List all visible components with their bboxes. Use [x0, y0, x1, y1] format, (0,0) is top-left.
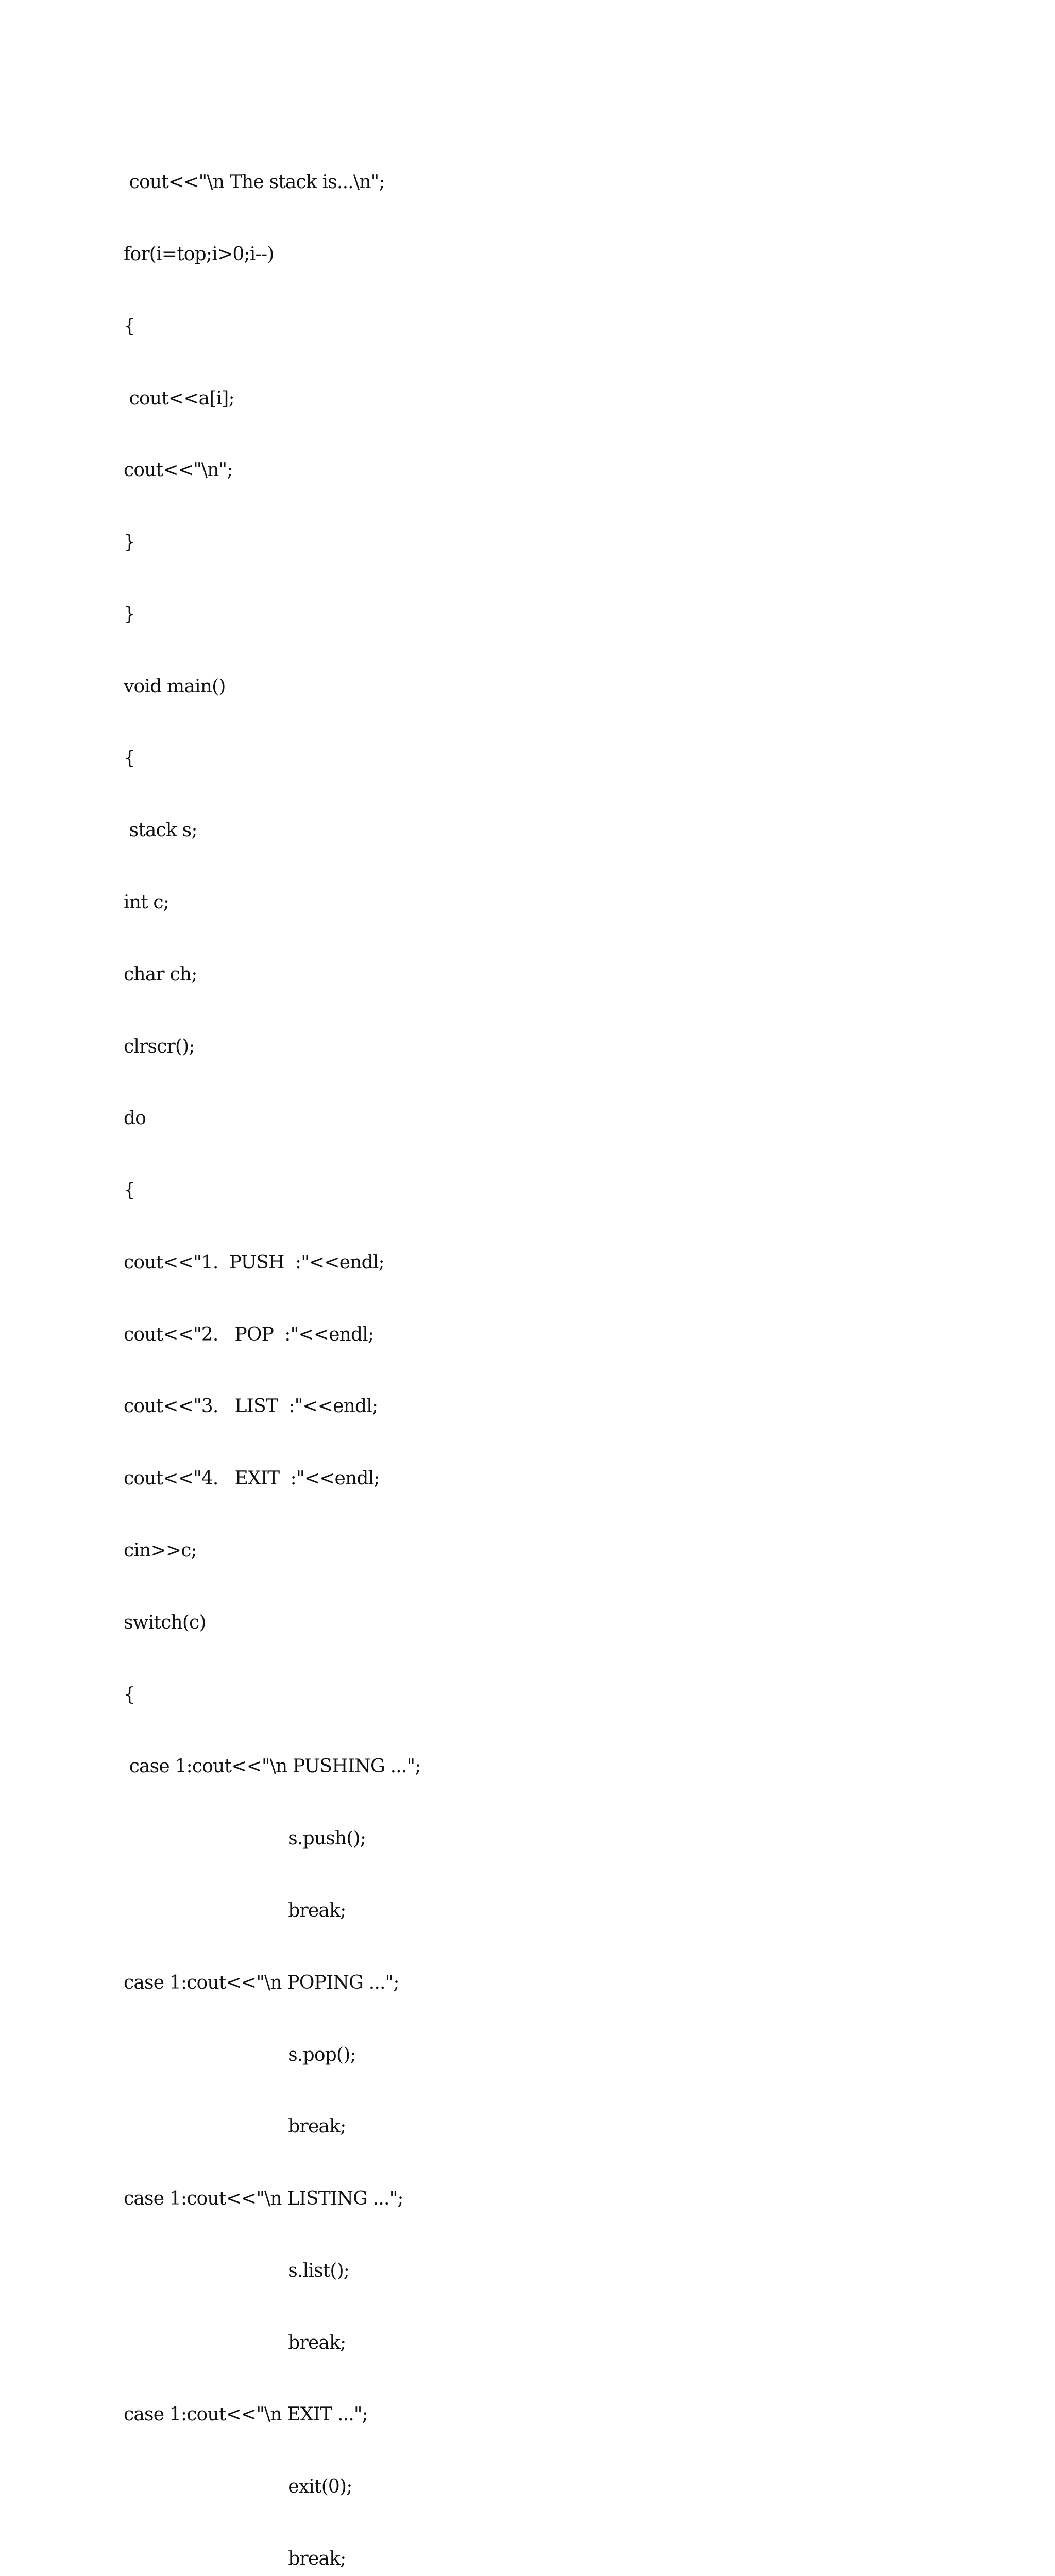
code-line: case 1:cout<<"\n EXIT ...";	[124, 2404, 368, 2426]
code-line: cout<<"\n";	[124, 460, 233, 481]
code-line: {	[124, 1180, 135, 1201]
code-line: cout<<"1. PUSH :"<<endl;	[124, 1251, 384, 1273]
code-line: clrscr();	[124, 1036, 195, 1057]
code-line: switch(c)	[124, 1612, 206, 1633]
code-line: stack s;	[124, 820, 197, 841]
code-line: s.list();	[124, 2260, 350, 2281]
code-line: void main()	[124, 675, 226, 697]
code-listing	[124, 123, 467, 2576]
code-line: char ch;	[124, 963, 197, 985]
code-line: cout<<"3. LIST :"<<endl;	[124, 1396, 378, 1417]
code-line: }	[124, 603, 135, 625]
code-line: cout<<"4. EXIT :"<<endl;	[124, 1468, 380, 1489]
code-line: cout<<a[i];	[124, 387, 234, 409]
code-line: cout<<"2. POP :"<<endl;	[124, 1324, 374, 1345]
code-line: case 1:cout<<"\n PUSHING ...";	[124, 1756, 421, 1777]
code-line: break;	[124, 2116, 346, 2138]
code-line: break;	[124, 2332, 346, 2353]
code-line: cout<<"\n The stack is...\n";	[124, 172, 385, 193]
code-line: do	[124, 1108, 146, 1129]
code-line: }	[124, 532, 135, 553]
code-line: {	[124, 1684, 135, 1705]
code-line: {	[124, 748, 135, 769]
code-line: s.push();	[124, 1828, 366, 1850]
code-line: break;	[124, 2548, 346, 2569]
code-line: int c;	[124, 892, 169, 913]
code-line: {	[124, 315, 135, 337]
code-line: case 1:cout<<"\n LISTING ...";	[124, 2188, 403, 2210]
code-line: for(i=top;i>0;i--)	[124, 243, 274, 265]
code-line: cin>>c;	[124, 1540, 197, 1562]
code-line: s.pop();	[124, 2044, 356, 2065]
code-line: case 1:cout<<"\n POPING ...";	[124, 1972, 399, 1993]
code-line: exit(0);	[124, 2476, 352, 2498]
code-line: break;	[124, 1900, 346, 1921]
